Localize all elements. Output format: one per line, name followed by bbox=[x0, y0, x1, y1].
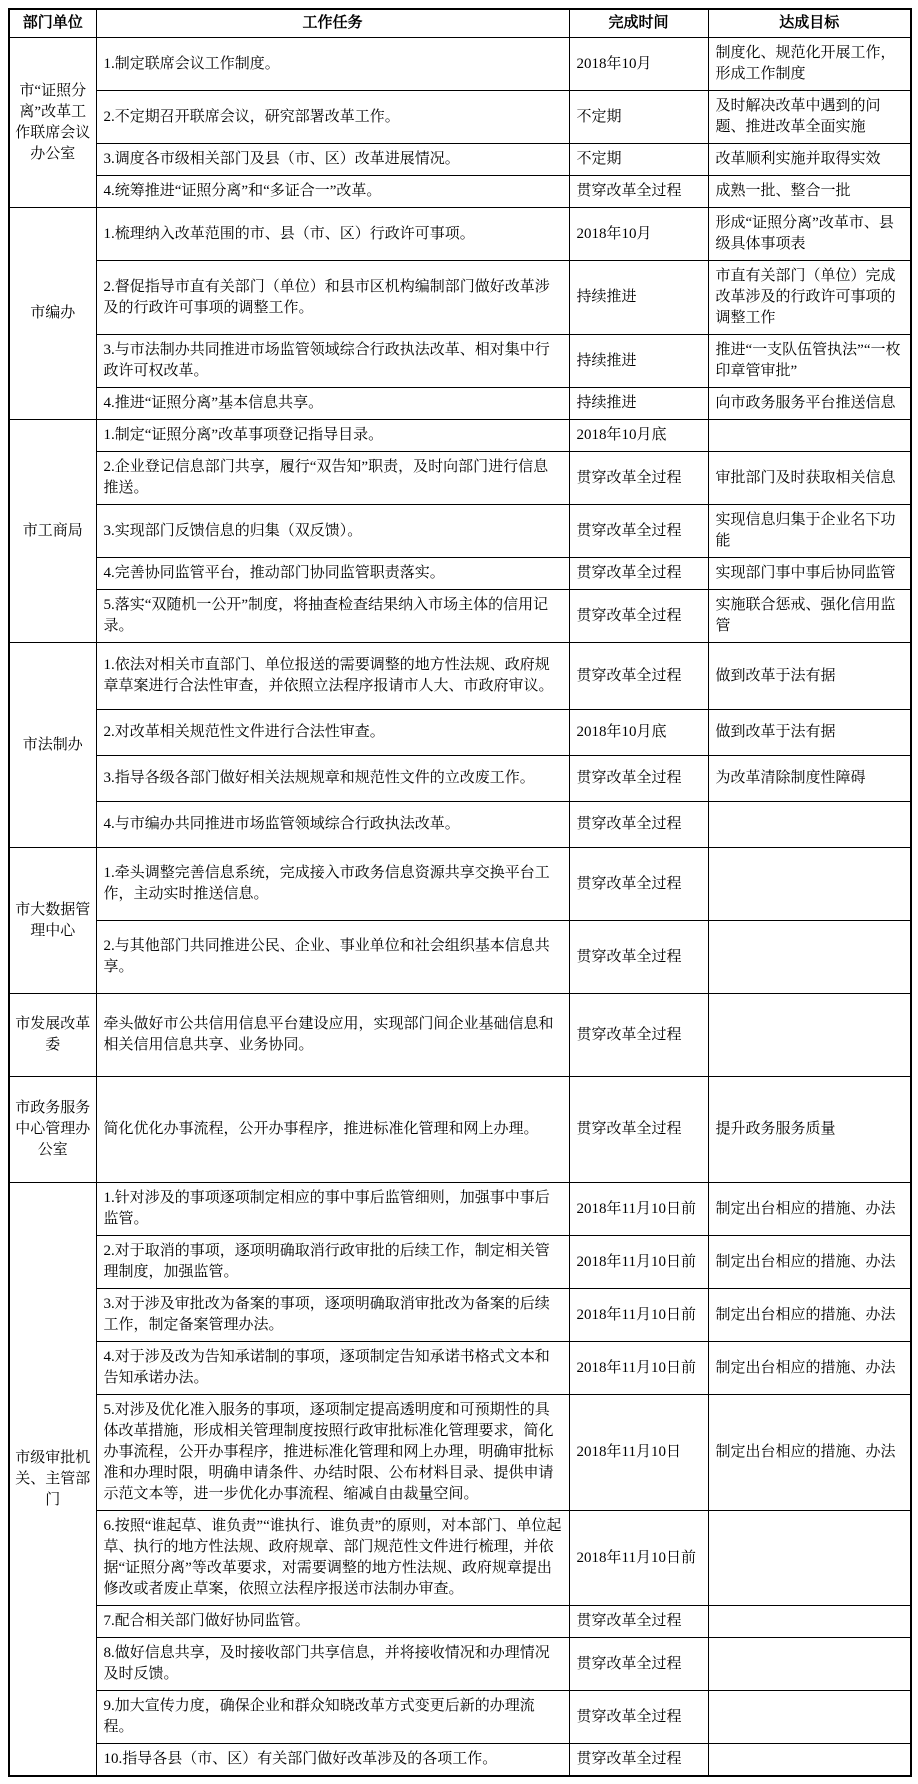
task-cell: 1.依法对相关市直部门、单位报送的需要调整的地方性法规、政府规章草案进行合法性审查，并依照立法程序报请市人大、市政府审议。 bbox=[96, 643, 569, 710]
table-row bbox=[9, 208, 911, 261]
table-row bbox=[9, 1744, 911, 1777]
task-cell: 3.指导各级各部门做好相关法规规章和规范性文件的立改废工作。 bbox=[96, 756, 569, 802]
column-header-goal: 达成目标 bbox=[708, 9, 911, 38]
goal-cell: 做到改革于法有据 bbox=[708, 710, 911, 756]
goal-cell bbox=[708, 1606, 911, 1638]
goal-cell: 实现部门事中事后协同监管 bbox=[708, 558, 911, 590]
time-cell: 贯穿改革全过程 bbox=[569, 1606, 708, 1638]
table-row bbox=[9, 388, 911, 420]
table-row bbox=[9, 176, 911, 208]
goal-cell: 向市政务服务平台推送信息 bbox=[708, 388, 911, 420]
time-cell: 2018年11月10日前 bbox=[569, 1342, 708, 1395]
task-cell: 4.完善协同监管平台，推动部门协同监管职责落实。 bbox=[96, 558, 569, 590]
table-row bbox=[9, 1342, 911, 1395]
task-cell: 5.对涉及优化准入服务的事项，逐项制定提高透明度和可预期性的具体改革措施，形成相关管理制度按照行政审批标准化管理要求，简化办事流程，公开办事程序，推进标准化管理和网上办理，明确审批标准和办理时限，明确申请条件、办结时限、公布材料目录、提供申请示范文本等，进一步优化办事流程、缩减自由裁量空间。 bbox=[96, 1395, 569, 1511]
time-cell: 贯穿改革全过程 bbox=[569, 590, 708, 643]
department-cell: 市编办 bbox=[9, 208, 96, 420]
time-cell: 贯穿改革全过程 bbox=[569, 1638, 708, 1691]
task-cell: 9.加大宣传力度，确保企业和群众知晓改革方式变更后新的办理流程。 bbox=[96, 1691, 569, 1744]
goal-cell bbox=[708, 1744, 911, 1777]
time-cell: 2018年11月10日前 bbox=[569, 1236, 708, 1289]
time-cell: 2018年11月10日 bbox=[569, 1395, 708, 1511]
task-cell: 2.督促指导市直有关部门（单位）和县市区机构编制部门做好改革涉及的行政许可事项的调整工作。 bbox=[96, 261, 569, 335]
task-cell: 3.与市法制办共同推进市场监管领域综合行政执法改革、相对集中行政许可权改革。 bbox=[96, 335, 569, 388]
task-cell: 3.对于涉及审批改为备案的事项，逐项明确取消审批改为备案的后续工作，制定备案管理办法。 bbox=[96, 1289, 569, 1342]
task-cell: 4.统筹推进“证照分离”和“多证合一”改革。 bbox=[96, 176, 569, 208]
table-row bbox=[9, 1289, 911, 1342]
department-cell: 市法制办 bbox=[9, 643, 96, 848]
time-cell: 贯穿改革全过程 bbox=[569, 505, 708, 558]
time-cell: 贯穿改革全过程 bbox=[569, 176, 708, 208]
column-header-department: 部门单位 bbox=[9, 9, 96, 38]
goal-cell: 成熟一批、整合一批 bbox=[708, 176, 911, 208]
table-row bbox=[9, 1236, 911, 1289]
time-cell: 2018年10月底 bbox=[569, 420, 708, 452]
table-body bbox=[9, 38, 911, 1777]
goal-cell: 制定出台相应的措施、办法 bbox=[708, 1183, 911, 1236]
task-cell: 1.牵头调整完善信息系统，完成接入市政务信息资源共享交换平台工作，主动实时推送信息。 bbox=[96, 848, 569, 921]
table-row bbox=[9, 505, 911, 558]
table-row bbox=[9, 921, 911, 994]
task-cell: 2.对于取消的事项，逐项明确取消行政审批的后续工作，制定相关管理制度，加强监管。 bbox=[96, 1236, 569, 1289]
goal-cell bbox=[708, 994, 911, 1077]
task-cell: 10.指导各县（市、区）有关部门做好改革涉及的各项工作。 bbox=[96, 1744, 569, 1777]
goal-cell bbox=[708, 1638, 911, 1691]
task-cell: 2.不定期召开联席会议，研究部署改革工作。 bbox=[96, 91, 569, 144]
task-cell: 4.与市编办共同推进市场监管领域综合行政执法改革。 bbox=[96, 802, 569, 848]
goal-cell: 及时解决改革中遇到的问题、推进改革全面实施 bbox=[708, 91, 911, 144]
goal-cell bbox=[708, 802, 911, 848]
department-cell: 市工商局 bbox=[9, 420, 96, 643]
table-row bbox=[9, 1395, 911, 1511]
work-plan-table bbox=[8, 8, 912, 1777]
goal-cell: 实施联合惩戒、强化信用监管 bbox=[708, 590, 911, 643]
goal-cell: 制定出台相应的措施、办法 bbox=[708, 1236, 911, 1289]
table-row bbox=[9, 1691, 911, 1744]
goal-cell: 提升政务服务质量 bbox=[708, 1077, 911, 1183]
time-cell: 贯穿改革全过程 bbox=[569, 756, 708, 802]
task-cell: 7.配合相关部门做好协同监管。 bbox=[96, 1606, 569, 1638]
time-cell: 2018年10月 bbox=[569, 38, 708, 91]
table-row bbox=[9, 802, 911, 848]
time-cell: 持续推进 bbox=[569, 388, 708, 420]
goal-cell bbox=[708, 420, 911, 452]
goal-cell bbox=[708, 921, 911, 994]
time-cell: 持续推进 bbox=[569, 261, 708, 335]
time-cell: 贯穿改革全过程 bbox=[569, 558, 708, 590]
time-cell: 贯穿改革全过程 bbox=[569, 921, 708, 994]
time-cell: 2018年11月10日前 bbox=[569, 1289, 708, 1342]
goal-cell: 制定出台相应的措施、办法 bbox=[708, 1342, 911, 1395]
goal-cell: 市直有关部门（单位）完成改革涉及的行政许可事项的调整工作 bbox=[708, 261, 911, 335]
table-row bbox=[9, 994, 911, 1077]
goal-cell bbox=[708, 1511, 911, 1606]
time-cell: 不定期 bbox=[569, 91, 708, 144]
task-cell: 2.企业登记信息部门共享，履行“双告知”职责，及时向部门进行信息推送。 bbox=[96, 452, 569, 505]
department-cell: 市级审批机关、主管部门 bbox=[9, 1183, 96, 1777]
goal-cell: 为改革清除制度性障碍 bbox=[708, 756, 911, 802]
time-cell: 贯穿改革全过程 bbox=[569, 802, 708, 848]
column-header-task: 工作任务 bbox=[96, 9, 569, 38]
table-row bbox=[9, 1606, 911, 1638]
task-cell: 3.调度各市级相关部门及县（市、区）改革进展情况。 bbox=[96, 144, 569, 176]
goal-cell: 审批部门及时获取相关信息 bbox=[708, 452, 911, 505]
time-cell: 不定期 bbox=[569, 144, 708, 176]
goal-cell: 做到改革于法有据 bbox=[708, 643, 911, 710]
department-cell: 市“证照分离”改革工作联席会议办公室 bbox=[9, 38, 96, 208]
goal-cell: 制定出台相应的措施、办法 bbox=[708, 1289, 911, 1342]
time-cell: 2018年11月10日前 bbox=[569, 1511, 708, 1606]
task-cell: 2.与其他部门共同推进公民、企业、事业单位和社会组织基本信息共享。 bbox=[96, 921, 569, 994]
table-row bbox=[9, 590, 911, 643]
time-cell: 贯穿改革全过程 bbox=[569, 643, 708, 710]
table-row bbox=[9, 848, 911, 921]
table-row bbox=[9, 261, 911, 335]
task-cell: 4.对于涉及改为告知承诺制的事项，逐项制定告知承诺书格式文本和告知承诺办法。 bbox=[96, 1342, 569, 1395]
time-cell: 2018年10月 bbox=[569, 208, 708, 261]
task-cell: 1.针对涉及的事项逐项制定相应的事中事后监管细则，加强事中事后监管。 bbox=[96, 1183, 569, 1236]
table-row bbox=[9, 558, 911, 590]
task-cell: 6.按照“谁起草、谁负责”“谁执行、谁负责”的原则，对本部门、单位起草、执行的地方性法规、政府规章、部门规范性文件进行梳理，并依据“证照分离”等改革要求，对需要调整的地方性法规、政府规章提出修改或者废止草案，依照立法程序报送市法制办审查。 bbox=[96, 1511, 569, 1606]
table-row bbox=[9, 452, 911, 505]
goal-cell: 推进“一支队伍管执法”“一枚印章管审批” bbox=[708, 335, 911, 388]
time-cell: 持续推进 bbox=[569, 335, 708, 388]
goal-cell: 制度化、规范化开展工作，形成工作制度 bbox=[708, 38, 911, 91]
time-cell: 贯穿改革全过程 bbox=[569, 1744, 708, 1777]
task-cell: 1.制定“证照分离”改革事项登记指导目录。 bbox=[96, 420, 569, 452]
department-cell: 市大数据管理中心 bbox=[9, 848, 96, 994]
task-cell: 牵头做好市公共信用信息平台建设应用，实现部门间企业基础信息和相关信用信息共享、业务协同。 bbox=[96, 994, 569, 1077]
goal-cell: 改革顺利实施并取得实效 bbox=[708, 144, 911, 176]
time-cell: 贯穿改革全过程 bbox=[569, 452, 708, 505]
table-row bbox=[9, 710, 911, 756]
table-row bbox=[9, 38, 911, 91]
header-row bbox=[9, 9, 911, 38]
table-row bbox=[9, 1077, 911, 1183]
task-cell: 简化优化办事流程，公开办事程序，推进标准化管理和网上办理。 bbox=[96, 1077, 569, 1183]
goal-cell: 形成“证照分离”改革市、县级具体事项表 bbox=[708, 208, 911, 261]
table-row bbox=[9, 91, 911, 144]
table-row bbox=[9, 144, 911, 176]
time-cell: 贯穿改革全过程 bbox=[569, 994, 708, 1077]
time-cell: 贯穿改革全过程 bbox=[569, 1077, 708, 1183]
table-row bbox=[9, 1638, 911, 1691]
task-cell: 5.落实“双随机一公开”制度，将抽查检查结果纳入市场主体的信用记录。 bbox=[96, 590, 569, 643]
goal-cell bbox=[708, 1691, 911, 1744]
time-cell: 2018年10月底 bbox=[569, 710, 708, 756]
department-cell: 市政务服务中心管理办公室 bbox=[9, 1077, 96, 1183]
table-row bbox=[9, 756, 911, 802]
goal-cell bbox=[708, 848, 911, 921]
task-cell: 1.梳理纳入改革范围的市、县（市、区）行政许可事项。 bbox=[96, 208, 569, 261]
table-row bbox=[9, 420, 911, 452]
task-cell: 3.实现部门反馈信息的归集（双反馈）。 bbox=[96, 505, 569, 558]
task-cell: 1.制定联席会议工作制度。 bbox=[96, 38, 569, 91]
department-cell: 市发展改革委 bbox=[9, 994, 96, 1077]
time-cell: 2018年11月10日前 bbox=[569, 1183, 708, 1236]
task-cell: 4.推进“证照分离”基本信息共享。 bbox=[96, 388, 569, 420]
task-cell: 2.对改革相关规范性文件进行合法性审查。 bbox=[96, 710, 569, 756]
goal-cell: 制定出台相应的措施、办法 bbox=[708, 1395, 911, 1511]
table-row bbox=[9, 335, 911, 388]
table-row bbox=[9, 643, 911, 710]
time-cell: 贯穿改革全过程 bbox=[569, 848, 708, 921]
table-row bbox=[9, 1511, 911, 1606]
task-cell: 8.做好信息共享，及时接收部门共享信息，并将接收情况和办理情况及时反馈。 bbox=[96, 1638, 569, 1691]
goal-cell: 实现信息归集于企业名下功能 bbox=[708, 505, 911, 558]
time-cell: 贯穿改革全过程 bbox=[569, 1691, 708, 1744]
column-header-time: 完成时间 bbox=[569, 9, 708, 38]
table-row bbox=[9, 1183, 911, 1236]
